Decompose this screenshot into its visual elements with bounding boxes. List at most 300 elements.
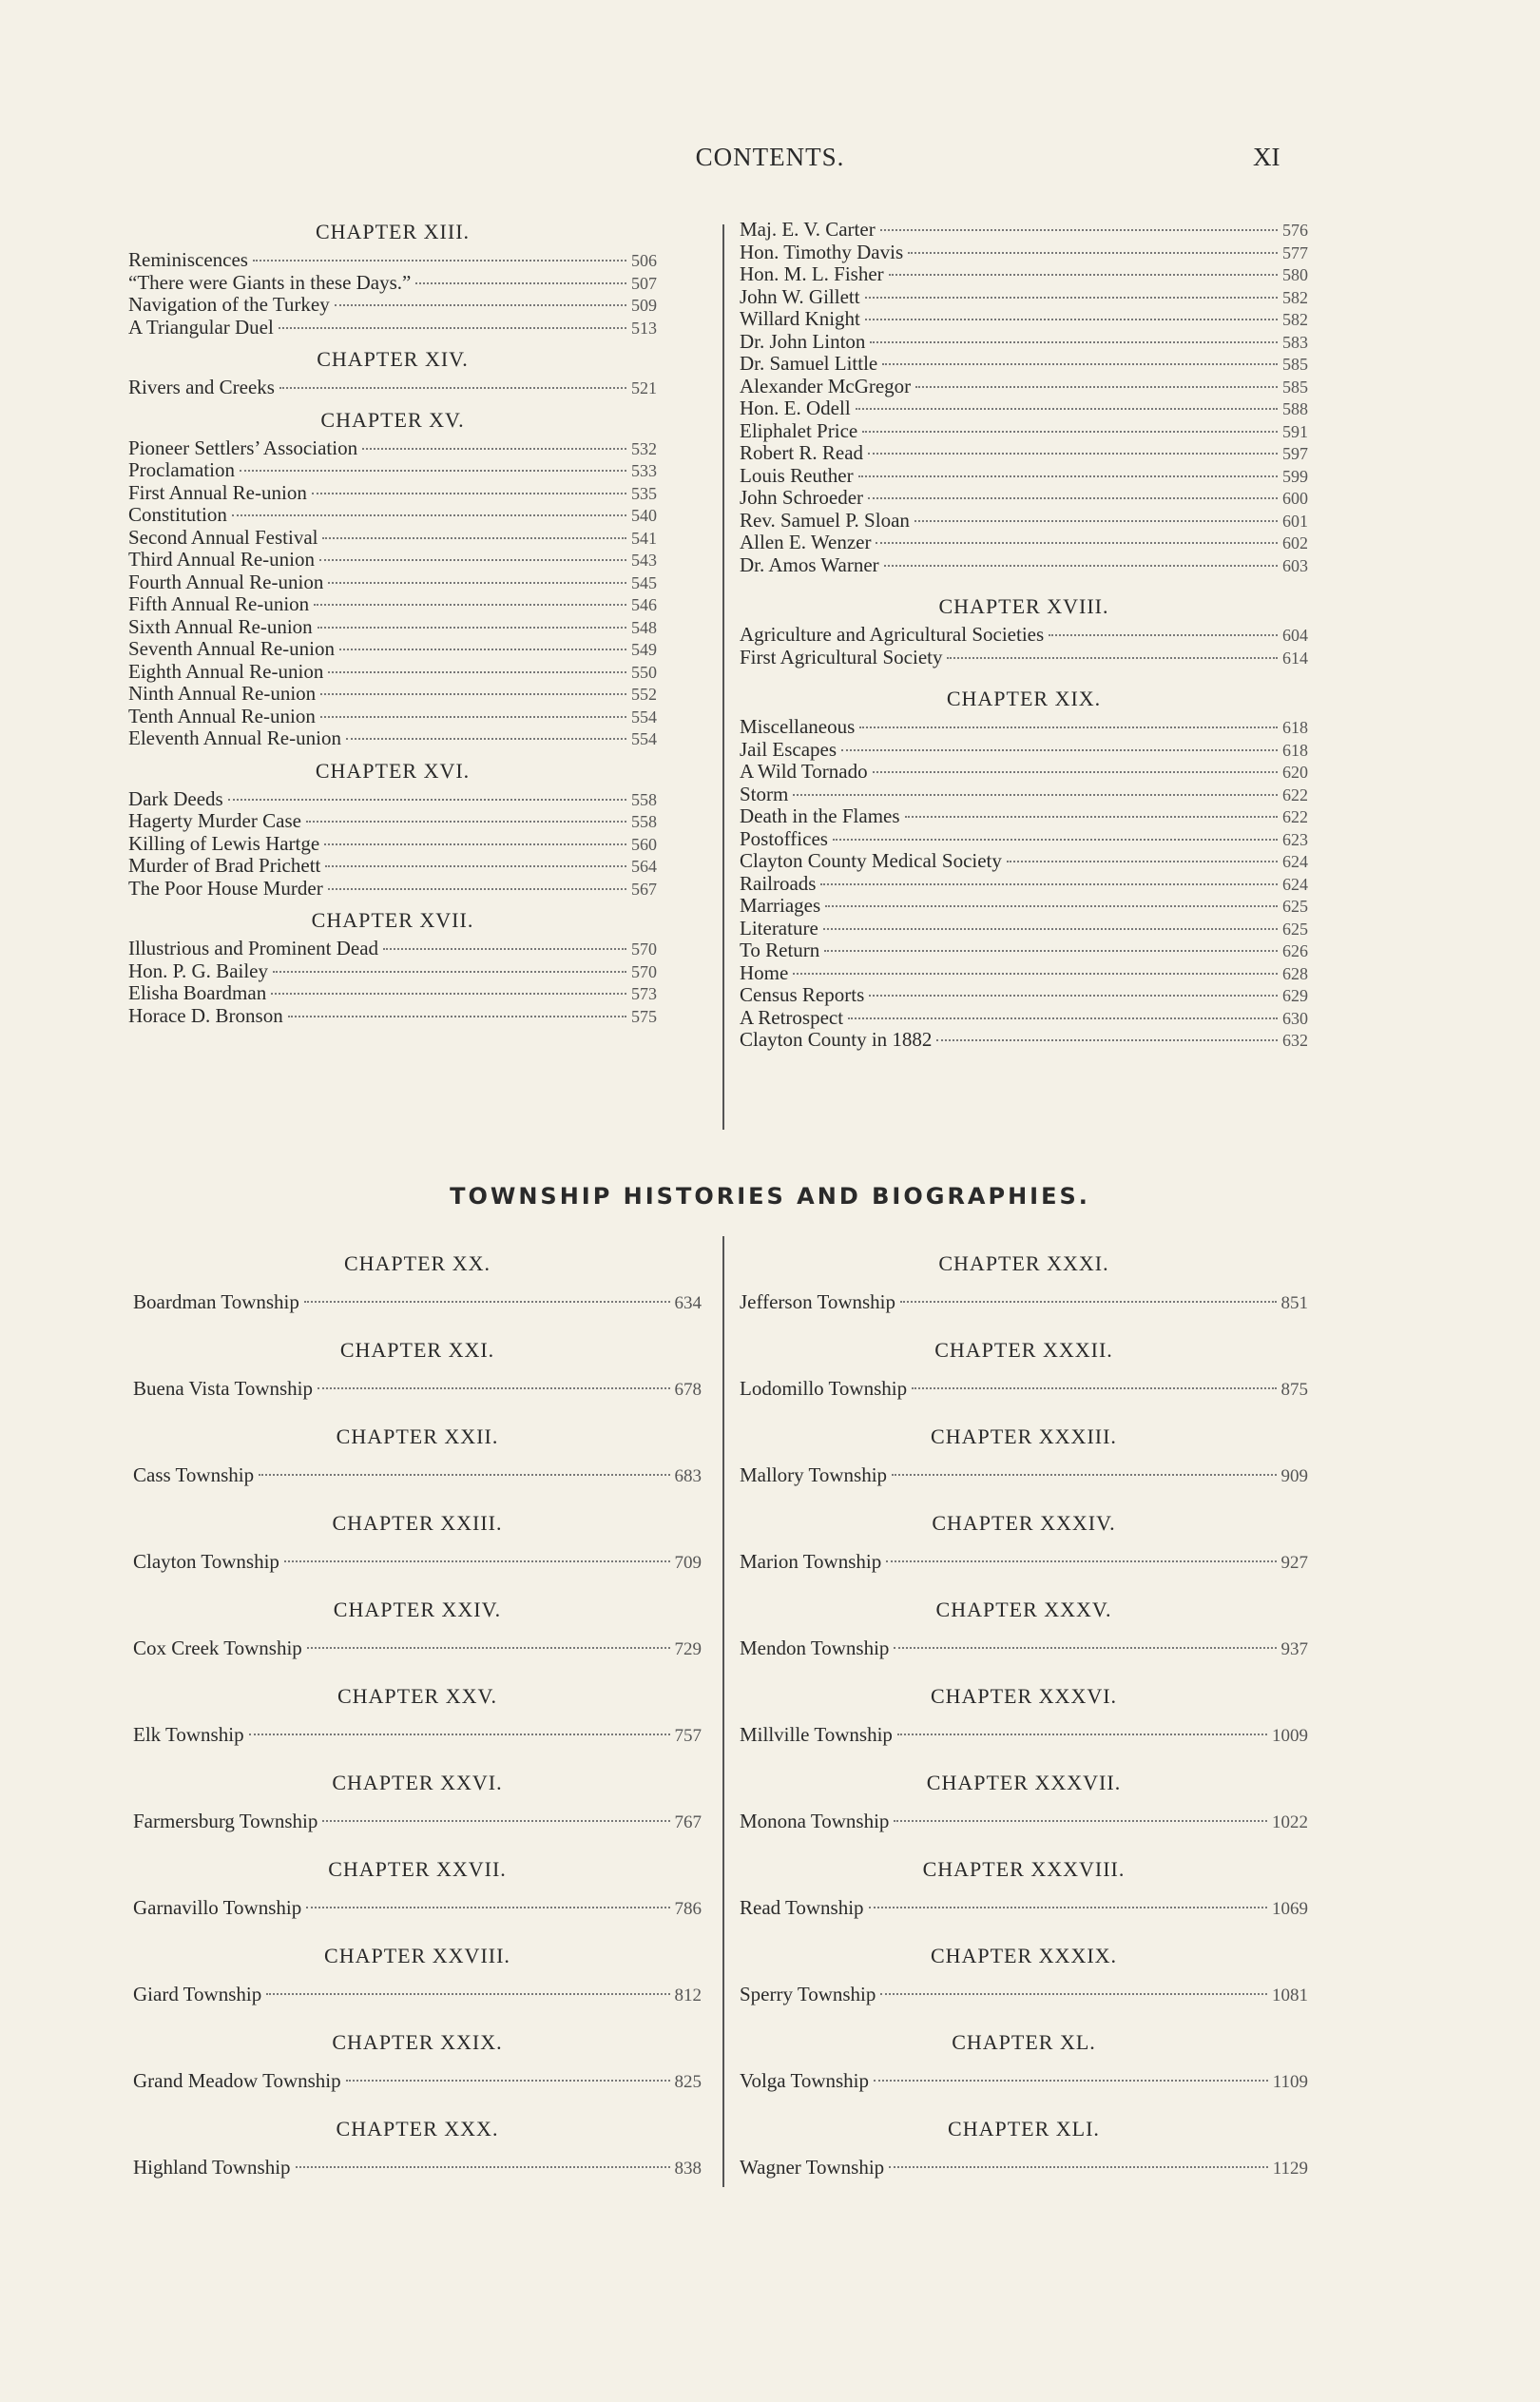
dot-leader xyxy=(318,1387,670,1389)
toc-entry[interactable] xyxy=(740,895,1308,918)
entry-page-number: 583 xyxy=(1282,332,1308,352)
toc-entry[interactable] xyxy=(128,294,657,317)
toc-entry[interactable] xyxy=(740,624,1308,647)
toc-entry[interactable] xyxy=(128,249,657,272)
toc-entry[interactable] xyxy=(740,984,1308,1007)
entry-page-number: 624 xyxy=(1282,852,1308,871)
toc-entry[interactable] xyxy=(128,788,657,811)
entry-page-number: 513 xyxy=(631,318,657,338)
entry-title: Hon. M. L. Fisher xyxy=(740,262,884,285)
chapter-heading: CHAPTER XIII. xyxy=(315,220,471,243)
chapter-section xyxy=(128,758,657,901)
chapter-section xyxy=(128,219,657,339)
entry-title: Eighth Annual Re-union xyxy=(128,659,324,683)
toc-entry[interactable] xyxy=(740,1976,1308,2014)
entry-page-number: 582 xyxy=(1282,310,1308,329)
entry-page-number: 604 xyxy=(1282,626,1308,645)
entry-page-number: 580 xyxy=(1282,265,1308,284)
chapter-heading: CHAPTER XXIX. xyxy=(332,2030,503,2054)
dot-leader xyxy=(936,1039,1278,1041)
entry-title: Hon. Timothy Davis xyxy=(740,240,904,263)
entry-title: Volga Township xyxy=(740,2069,870,2092)
chapter-section xyxy=(740,1417,1308,1503)
toc-entry[interactable] xyxy=(740,1889,1308,1927)
toc-entry[interactable] xyxy=(740,828,1308,851)
toc-entry[interactable] xyxy=(128,855,657,878)
toc-entry[interactable] xyxy=(740,1543,1308,1581)
chapter-section xyxy=(740,1763,1308,1850)
toc-entry[interactable] xyxy=(740,761,1308,784)
toc-entry[interactable] xyxy=(133,1630,702,1668)
entry-page-number: 564 xyxy=(631,857,657,876)
entry-title: Storm xyxy=(740,782,789,805)
chapter-section xyxy=(133,1244,702,1330)
toc-entry[interactable] xyxy=(740,2063,1308,2101)
chapter-heading: CHAPTER XXXIII. xyxy=(931,1424,1117,1448)
entry-page-number: 577 xyxy=(1282,242,1308,262)
dot-leader xyxy=(897,1734,1267,1735)
page-header xyxy=(0,143,1540,181)
entry-title: Elk Township xyxy=(133,1723,244,1746)
entry-page-number: 533 xyxy=(631,461,657,480)
entry-title: Sixth Annual Re-union xyxy=(128,614,313,638)
entry-page-number: 1109 xyxy=(1272,2072,1308,2092)
toc-entry[interactable] xyxy=(740,784,1308,806)
entry-title: Navigation of the Turkey xyxy=(128,293,330,316)
dot-leader xyxy=(914,520,1278,522)
dot-leader xyxy=(870,341,1278,343)
entry-title: A Wild Tornado xyxy=(740,760,868,783)
entry-page-number: 683 xyxy=(674,1466,702,1486)
toc-entry[interactable] xyxy=(128,437,657,460)
toc-entry[interactable] xyxy=(128,960,657,983)
dot-leader xyxy=(905,816,1278,818)
entry-page-number: 838 xyxy=(674,2159,702,2179)
dot-leader xyxy=(869,1907,1267,1908)
toc-entry[interactable] xyxy=(133,2063,702,2101)
entry-page-number: 1081 xyxy=(1272,1986,1308,2005)
column-divider-bottom xyxy=(722,1236,724,2187)
chapter-heading: CHAPTER XXVII. xyxy=(328,1857,507,1881)
toc-entry[interactable] xyxy=(128,571,657,594)
entry-title: Robert R. Read xyxy=(740,441,864,464)
chapter-section xyxy=(740,2023,1308,2109)
chapter-section xyxy=(740,1244,1308,1330)
entry-title: Railroads xyxy=(740,871,817,895)
dot-leader xyxy=(312,493,626,494)
dot-leader xyxy=(894,1647,1276,1649)
entry-title: Marriages xyxy=(740,894,821,917)
toc-entry[interactable] xyxy=(133,1716,702,1754)
entry-title: Maj. E. V. Carter xyxy=(740,218,876,241)
entry-title: Census Reports xyxy=(740,983,865,1006)
toc-entry[interactable] xyxy=(128,878,657,901)
dot-leader xyxy=(320,716,626,718)
dot-leader xyxy=(894,1820,1267,1822)
entry-page-number: 678 xyxy=(674,1380,702,1400)
toc-entry[interactable] xyxy=(740,510,1308,533)
toc-entry[interactable] xyxy=(133,1284,702,1322)
entry-page-number: 560 xyxy=(631,834,657,854)
toc-entry[interactable] xyxy=(128,616,657,639)
toc-entry[interactable] xyxy=(128,377,657,399)
chapter-section xyxy=(128,907,657,1027)
entry-page-number: 628 xyxy=(1282,963,1308,983)
entry-page-number: 575 xyxy=(631,1006,657,1026)
toc-entry[interactable] xyxy=(740,286,1308,309)
entry-title: Second Annual Festival xyxy=(128,525,318,549)
toc-entry[interactable] xyxy=(128,593,657,616)
entry-page-number: 620 xyxy=(1282,763,1308,782)
toc-entry[interactable] xyxy=(740,1007,1308,1030)
dot-leader xyxy=(880,229,1278,231)
dot-leader xyxy=(328,582,626,584)
entry-title: Alexander McGregor xyxy=(740,374,912,397)
entry-title: Monona Township xyxy=(740,1810,890,1832)
entry-title: Willard Knight xyxy=(740,307,860,330)
toc-entry[interactable] xyxy=(128,504,657,527)
entry-page-number: 622 xyxy=(1282,785,1308,804)
entry-page-number: 573 xyxy=(631,984,657,1003)
toc-entry[interactable] xyxy=(740,465,1308,488)
dot-leader xyxy=(825,905,1278,907)
dot-leader xyxy=(273,971,626,973)
entry-title: Tenth Annual Re-union xyxy=(128,704,316,727)
chapter-section xyxy=(133,1936,702,2023)
entry-page-number: 767 xyxy=(674,1812,702,1832)
entry-page-number: 603 xyxy=(1282,555,1308,575)
entry-page-number: 825 xyxy=(674,2072,702,2092)
dot-leader xyxy=(889,274,1278,276)
chapter-heading: CHAPTER XXI. xyxy=(339,1338,495,1362)
entry-page-number: 1009 xyxy=(1272,1726,1308,1746)
entry-page-number: 602 xyxy=(1282,533,1308,552)
toc-entry[interactable] xyxy=(128,638,657,661)
entry-page-number: 554 xyxy=(631,729,657,748)
toc-entry[interactable] xyxy=(740,331,1308,354)
entry-title: The Poor House Murder xyxy=(128,876,323,900)
entry-page-number: 549 xyxy=(631,640,657,659)
dot-leader xyxy=(882,363,1278,365)
entry-title: Fifth Annual Re-union xyxy=(128,592,310,615)
entry-page-number: 585 xyxy=(1282,355,1308,374)
entry-title: Third Annual Re-union xyxy=(128,548,315,571)
chapter-section xyxy=(740,1503,1308,1590)
entry-title: John Schroeder xyxy=(740,486,864,509)
dot-leader xyxy=(232,514,626,516)
entry-page-number: 622 xyxy=(1282,807,1308,826)
entry-title: A Retrospect xyxy=(740,1005,844,1029)
entry-title: Elisha Boardman xyxy=(128,981,267,1004)
entry-title: Wagner Township xyxy=(740,2156,885,2179)
entry-title: Hon. E. Odell xyxy=(740,397,851,419)
entry-title: Lodomillo Township xyxy=(740,1377,908,1400)
entry-title: Agriculture and Agricultural Societies xyxy=(740,623,1045,646)
toc-entry[interactable] xyxy=(740,376,1308,398)
toc-entry[interactable] xyxy=(133,1370,702,1408)
entry-page-number: 709 xyxy=(674,1553,702,1573)
chapter-heading: CHAPTER XXXVIII. xyxy=(922,1857,1126,1881)
toc-entry[interactable] xyxy=(128,833,657,856)
entry-page-number: 535 xyxy=(631,483,657,503)
toc-entry[interactable] xyxy=(128,482,657,505)
dot-leader xyxy=(266,1993,669,1995)
chapter-heading: CHAPTER XXXVI. xyxy=(930,1684,1118,1708)
toc-entry[interactable] xyxy=(128,1005,657,1028)
toc-entry[interactable] xyxy=(128,982,657,1005)
toc-entry[interactable] xyxy=(740,1457,1308,1495)
chapter-heading: CHAPTER XXXIV. xyxy=(932,1511,1116,1535)
toc-entry[interactable] xyxy=(133,1889,702,1927)
dot-leader xyxy=(314,604,626,606)
toc-entry[interactable] xyxy=(128,683,657,706)
entry-title: Mendon Township xyxy=(740,1637,890,1659)
toc-entry[interactable] xyxy=(740,554,1308,577)
dot-leader xyxy=(362,448,626,450)
section-band-title: TOWNSHIP HISTORIES AND BIOGRAPHIES. xyxy=(450,1183,1090,1210)
toc-entry[interactable] xyxy=(128,938,657,960)
toc-entry[interactable] xyxy=(133,1543,702,1581)
dot-leader xyxy=(346,2080,670,2082)
entry-page-number: 591 xyxy=(1282,421,1308,441)
entry-page-number: 937 xyxy=(1280,1639,1308,1659)
toc-entry[interactable] xyxy=(740,850,1308,873)
toc-entry[interactable] xyxy=(128,272,657,295)
chapter-heading: CHAPTER XXVIII. xyxy=(324,1944,510,1967)
chapter-heading: CHAPTER XV. xyxy=(320,407,465,432)
entry-page-number: 570 xyxy=(631,961,657,981)
toc-entry[interactable] xyxy=(740,1716,1308,1754)
toc-entry[interactable] xyxy=(740,1029,1308,1052)
entry-page-number: 599 xyxy=(1282,466,1308,486)
toc-entry[interactable] xyxy=(133,2149,702,2187)
entry-title: Rev. Samuel P. Sloan xyxy=(740,508,910,532)
chapter-heading: CHAPTER XIX. xyxy=(946,687,1102,710)
entry-page-number: 626 xyxy=(1282,941,1308,960)
entry-page-number: 548 xyxy=(631,617,657,637)
toc-entry[interactable] xyxy=(133,1457,702,1495)
entry-title: Seventh Annual Re-union xyxy=(128,637,335,660)
entry-page-number: 601 xyxy=(1282,511,1308,531)
entry-page-number: 541 xyxy=(631,528,657,548)
entry-page-number: 552 xyxy=(631,685,657,704)
entry-page-number: 545 xyxy=(631,572,657,592)
entry-page-number: 1069 xyxy=(1272,1899,1308,1919)
entry-title: Allen E. Wenzer xyxy=(740,531,872,553)
entry-title: Millville Township xyxy=(740,1723,893,1746)
dot-leader xyxy=(304,1301,670,1303)
toc-entry[interactable] xyxy=(128,706,657,728)
entry-page-number: 507 xyxy=(631,273,657,293)
chapter-heading: CHAPTER XXX. xyxy=(336,2117,499,2140)
entry-page-number: 634 xyxy=(674,1293,702,1313)
toc-entry[interactable] xyxy=(128,549,657,571)
dot-leader xyxy=(415,282,626,284)
dot-leader xyxy=(322,1820,669,1822)
toc-entry[interactable] xyxy=(740,353,1308,376)
entry-title: Literature xyxy=(740,916,818,939)
toc-entry[interactable] xyxy=(740,805,1308,828)
chapter-heading: CHAPTER XXIV. xyxy=(333,1598,502,1621)
dot-leader xyxy=(900,1301,1277,1303)
toc-entry[interactable] xyxy=(133,1976,702,2014)
chapter-heading: CHAPTER XXXV. xyxy=(935,1598,1112,1621)
chapter-section xyxy=(740,2109,1308,2196)
toc-entry[interactable] xyxy=(128,317,657,339)
entry-title: Garnavillo Township xyxy=(133,1896,302,1919)
dot-leader xyxy=(886,1560,1276,1562)
dot-leader xyxy=(335,304,626,306)
entry-page-number: 550 xyxy=(631,662,657,682)
entry-title: Grand Meadow Township xyxy=(133,2069,341,2092)
dot-leader xyxy=(307,1647,670,1649)
chapter-section xyxy=(133,1590,702,1676)
toc-entry[interactable] xyxy=(740,420,1308,443)
entry-title: Sperry Township xyxy=(740,1983,876,2005)
entry-title: Buena Vista Township xyxy=(133,1377,313,1400)
chapter-heading: CHAPTER XVI. xyxy=(315,758,471,783)
dot-leader xyxy=(325,865,626,867)
toc-entry[interactable] xyxy=(740,442,1308,465)
dot-leader xyxy=(383,948,626,950)
toc-entry[interactable] xyxy=(128,810,657,833)
entry-title: Reminiscences xyxy=(128,248,248,271)
dot-leader xyxy=(279,327,626,329)
chapter-heading: CHAPTER XL. xyxy=(952,2030,1096,2054)
dot-leader xyxy=(858,475,1278,477)
toc-entry[interactable] xyxy=(740,962,1308,985)
toc-entry[interactable] xyxy=(740,1803,1308,1841)
toc-entry[interactable] xyxy=(133,1803,702,1841)
chapter-section xyxy=(740,1590,1308,1676)
dot-leader xyxy=(296,2166,670,2168)
entry-title: Marion Township xyxy=(740,1550,882,1573)
dot-leader xyxy=(306,821,626,823)
entry-page-number: 851 xyxy=(1280,1293,1308,1313)
entry-title: Jefferson Township xyxy=(740,1290,895,1313)
entry-page-number: 1022 xyxy=(1272,1812,1308,1832)
chapter-section xyxy=(740,1330,1308,1417)
entry-page-number: 875 xyxy=(1280,1380,1308,1400)
toc-entry[interactable] xyxy=(740,397,1308,420)
dot-leader xyxy=(253,260,626,262)
chapter-section xyxy=(740,593,1308,668)
entry-page-number: 506 xyxy=(631,251,657,270)
entry-page-number: 521 xyxy=(631,378,657,397)
entry-title: “There were Giants in these Days.” xyxy=(128,270,412,294)
dot-leader xyxy=(346,738,626,740)
toc-entry[interactable] xyxy=(740,1630,1308,1668)
entry-title: Boardman Township xyxy=(133,1290,299,1313)
chapter-heading: CHAPTER XX. xyxy=(343,1251,491,1275)
dot-leader xyxy=(841,749,1278,751)
toc-column-top-left xyxy=(128,219,657,1027)
entry-page-number: 927 xyxy=(1280,1553,1308,1573)
toc-entry[interactable] xyxy=(740,1284,1308,1322)
entry-title: First Annual Re-union xyxy=(128,480,307,504)
dot-leader xyxy=(320,693,626,695)
dot-leader xyxy=(947,657,1278,659)
dot-leader xyxy=(908,252,1278,254)
entry-page-number: 632 xyxy=(1282,1031,1308,1050)
toc-entry[interactable] xyxy=(740,308,1308,331)
toc-entry[interactable] xyxy=(740,918,1308,940)
dot-leader xyxy=(228,799,626,801)
dot-leader xyxy=(856,408,1278,410)
toc-entry[interactable] xyxy=(128,727,657,750)
chapter-heading: CHAPTER XIV. xyxy=(317,347,469,371)
entry-page-number: 909 xyxy=(1280,1466,1308,1486)
dot-leader xyxy=(793,794,1278,796)
entry-page-number: 588 xyxy=(1282,399,1308,418)
toc-entry[interactable] xyxy=(128,661,657,684)
toc-entry[interactable] xyxy=(740,487,1308,510)
entry-title: Eliphalet Price xyxy=(740,418,858,442)
dot-leader xyxy=(912,1387,1276,1389)
toc-entry[interactable] xyxy=(128,459,657,482)
entry-title: Miscellaneous xyxy=(740,715,856,738)
chapter-section xyxy=(133,1763,702,1850)
entry-title: Dark Deeds xyxy=(128,786,223,810)
entry-page-number: 532 xyxy=(631,438,657,458)
chapter-section xyxy=(740,686,1308,1052)
chapter-heading: CHAPTER XXV. xyxy=(337,1684,498,1708)
entry-page-number: 582 xyxy=(1282,287,1308,307)
entry-page-number: 629 xyxy=(1282,986,1308,1005)
dot-leader xyxy=(873,771,1278,773)
entry-page-number: 812 xyxy=(674,1986,702,2005)
toc-entry[interactable] xyxy=(740,2149,1308,2187)
entry-page-number: 729 xyxy=(674,1639,702,1659)
entry-title: Postoffices xyxy=(740,826,828,850)
entry-page-number: 543 xyxy=(631,551,657,570)
entry-title: Clayton County Medical Society xyxy=(740,849,1002,872)
entry-page-number: 630 xyxy=(1282,1008,1308,1028)
entry-page-number: 600 xyxy=(1282,489,1308,508)
dot-leader xyxy=(892,1474,1276,1476)
dot-leader xyxy=(865,319,1278,320)
dot-leader xyxy=(318,627,626,629)
dot-leader xyxy=(876,542,1278,544)
toc-entry[interactable] xyxy=(740,716,1308,739)
toc-entry[interactable] xyxy=(740,873,1308,896)
entry-title: Home xyxy=(740,960,789,984)
toc-entry[interactable] xyxy=(740,1370,1308,1408)
entry-page-number: 567 xyxy=(631,879,657,899)
entry-title: Farmersburg Township xyxy=(133,1810,318,1832)
toc-entry[interactable] xyxy=(740,739,1308,762)
chapter-section xyxy=(740,1676,1308,1763)
toc-entry[interactable] xyxy=(740,219,1308,242)
toc-entry[interactable] xyxy=(740,242,1308,264)
toc-entry[interactable] xyxy=(740,263,1308,286)
toc-entry[interactable] xyxy=(740,532,1308,554)
dot-leader xyxy=(889,2166,1268,2168)
toc-column-bottom-left xyxy=(133,1244,702,2196)
toc-entry[interactable] xyxy=(128,527,657,550)
entry-page-number: 558 xyxy=(631,812,657,831)
entry-page-number: 546 xyxy=(631,595,657,614)
entry-title: Cox Creek Township xyxy=(133,1637,302,1659)
dot-leader xyxy=(823,928,1278,930)
entry-page-number: 625 xyxy=(1282,919,1308,939)
chapter-heading: CHAPTER XVIII. xyxy=(938,594,1109,618)
chapter-heading: CHAPTER XXIII. xyxy=(332,1511,503,1535)
chapter-section xyxy=(133,1330,702,1417)
entry-title: Horace D. Bronson xyxy=(128,1003,283,1027)
toc-entry[interactable] xyxy=(740,939,1308,962)
toc-entry[interactable] xyxy=(740,647,1308,669)
